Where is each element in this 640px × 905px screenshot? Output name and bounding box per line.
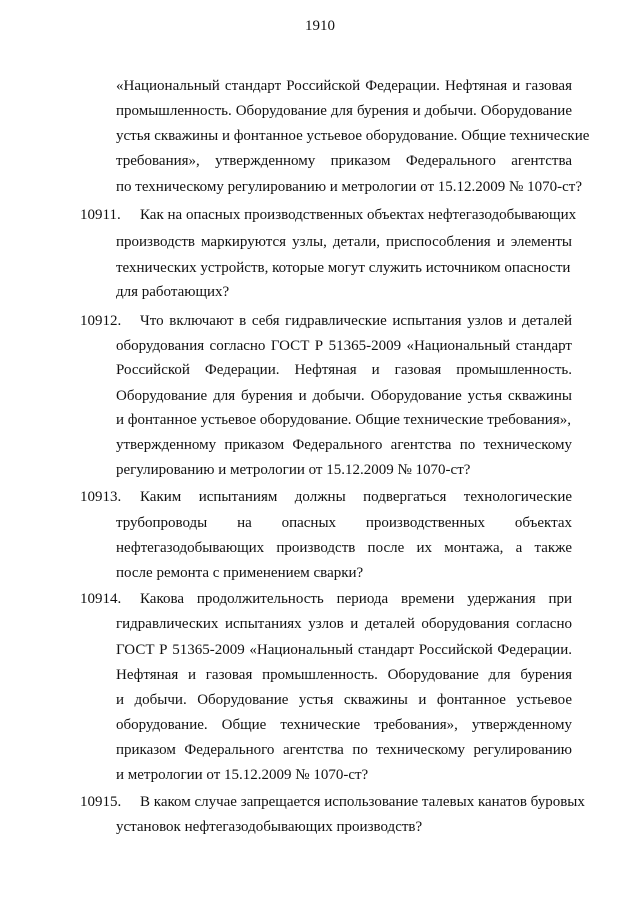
- question-line: Как на опасных производственных объектах нефтегазодобывающих: [140, 207, 577, 223]
- question-line: и метрологии от 15.12.2009 № 1070-ст?: [116, 767, 369, 783]
- question-line: нефтегазодобывающих производств после их монтажа, а также: [116, 540, 572, 556]
- question-line: Нефтяная и газовая промышленность. Оборудование для бурения: [116, 667, 572, 683]
- question-line: оборудование. Общие технические требования», утвержденному: [116, 717, 572, 733]
- question-line: ГОСТ Р 51365-2009 «Национальный стандарт Российской Федерации.: [116, 642, 572, 658]
- question-number: 10915.: [80, 794, 122, 810]
- question-number: 10912.: [80, 313, 122, 329]
- question-line: производств маркируются узлы, детали, приспособления и элементы: [116, 234, 572, 250]
- question-line: гидравлических испытаниях узлов и деталей оборудования согласно: [116, 616, 572, 632]
- question-line: Каким испытаниям должны подвергаться технологические: [140, 489, 572, 505]
- question-line: приказом Федерального агентства по техническому регулированию: [116, 742, 572, 758]
- question-line: Что включают в себя гидравлические испытания узлов и деталей: [140, 313, 572, 329]
- question-line: трубопроводы на опасных производственных объектах: [116, 515, 572, 531]
- question-line: установок нефтегазодобывающих производств?: [116, 819, 423, 835]
- question-line: утвержденному приказом Федерального агентства по техническому: [116, 437, 572, 453]
- question-line: после ремонта с применением сварки?: [116, 565, 364, 581]
- question-line: оборудования согласно ГОСТ Р 51365-2009 «Национальный стандарт: [116, 338, 572, 354]
- question-line: Какова продолжительность периода времени удержания при: [140, 591, 572, 607]
- intro-line: устья скважины и фонтанное устьевое оборудование. Общие технические: [116, 128, 590, 144]
- question-number: 10911.: [80, 207, 121, 223]
- question-line: В каком случае запрещается использование талевых канатов буровых: [140, 794, 585, 810]
- question-number: 10913.: [80, 489, 122, 505]
- intro-line: промышленность. Оборудование для бурения и добычи. Оборудование: [116, 103, 572, 119]
- page-number: 1910: [305, 18, 335, 34]
- question-line: регулированию и метрологии от 15.12.2009 № 1070-ст?: [116, 462, 471, 478]
- intro-line: по техническому регулированию и метрологии от 15.12.2009 № 1070-ст?: [116, 179, 582, 195]
- question-line: технических устройств, которые могут служить источником опасности: [116, 260, 571, 276]
- question-number: 10914.: [80, 591, 122, 607]
- question-line: и добычи. Оборудование устья скважины и фонтанное устьевое: [116, 692, 572, 708]
- intro-line: «Национальный стандарт Российской Федерации. Нефтяная и газовая: [116, 78, 572, 94]
- question-line: для работающих?: [116, 284, 230, 300]
- question-line: и фонтанное устьевое оборудование. Общие технические требования»,: [116, 412, 571, 428]
- intro-line: требования», утвержденному приказом Федерального агентства: [116, 153, 572, 169]
- question-line: Оборудование для бурения и добычи. Оборудование устья скважины: [116, 388, 572, 404]
- question-line: Российской Федерации. Нефтяная и газовая промышленность.: [116, 362, 572, 378]
